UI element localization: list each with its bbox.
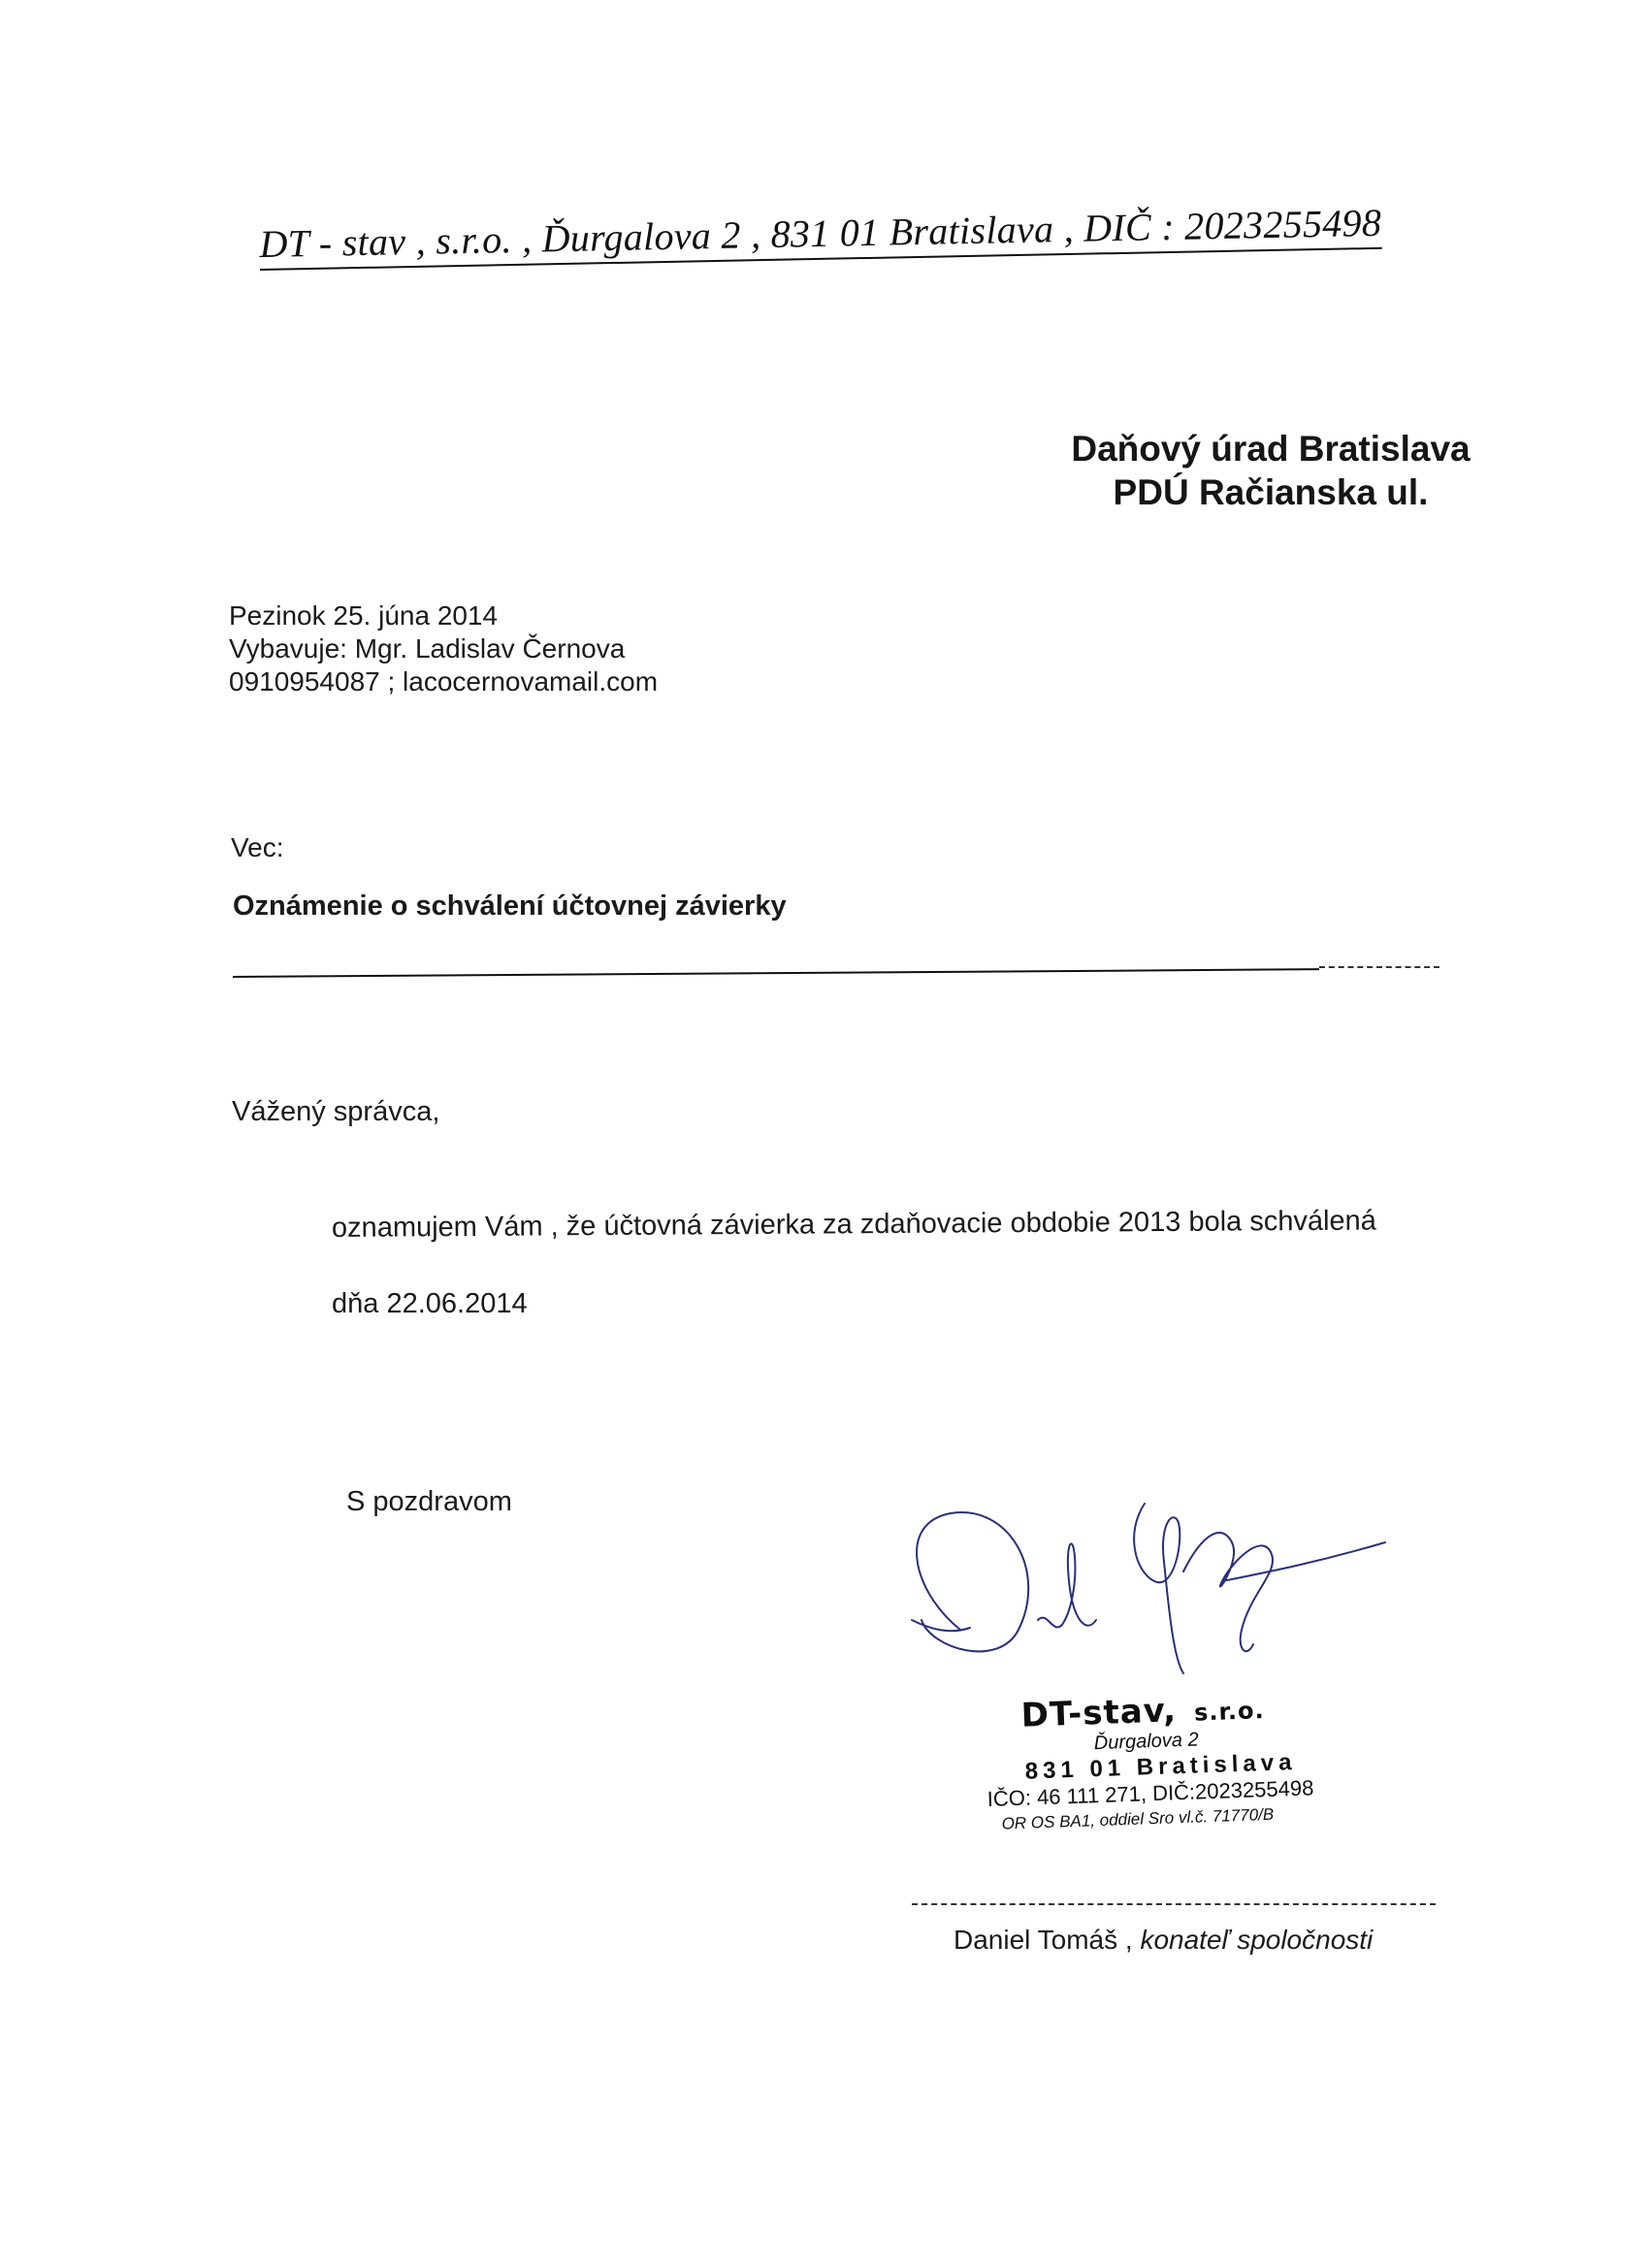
stamp-company-name: DT-stav, s.r.o. (1020, 1691, 1266, 1735)
salutation: Vážený správca, (232, 1096, 440, 1127)
signer: Daniel Tomáš , konateľ spoločnosti (954, 1925, 1374, 1955)
closing: S pozdravom (346, 1486, 512, 1517)
body-line-1: oznamujem Vám , že účtovná závierka za zdaňovacie obdobie 2013 bola schválená (331, 1205, 1376, 1244)
handler: Vybavuje: Mgr. Ladislav Černova (229, 633, 626, 664)
contact: 0910954087 ; lacocernovamail.com (229, 666, 659, 697)
body-line-2: dňa 22.06.2014 (332, 1288, 528, 1319)
stamp-street: Ďurgalova 2 (1093, 1729, 1199, 1755)
sender-block (229, 599, 658, 698)
letterhead: DT - stav , s.r.o. , Ďurgalova 2 , 831 01 Bratislava , DIČ : 2023255498 (259, 200, 1382, 271)
stamp-ids: IČO: 46 111 271, DIČ:2023255498 (986, 1775, 1314, 1812)
stamp-company-suffix: s.r.o. (1193, 1697, 1266, 1727)
signer-name: Daniel Tomáš (954, 1925, 1118, 1955)
place-date: Pezinok 25. júna 2014 (229, 600, 499, 631)
recipient-address (1009, 427, 1533, 514)
subject-divider-dashed (1319, 966, 1439, 968)
signer-role: konateľ spoločnosti (1140, 1925, 1374, 1955)
recipient-line-1: Daňový úrad Bratislava (1071, 429, 1471, 469)
signature-line (912, 1903, 1436, 1905)
subject-text: Oznámenie o schválení účtovnej závierky (233, 891, 787, 922)
stamp-city: 831 01 Bratislava (1024, 1748, 1297, 1785)
stamp-register: OR OS BA1, oddiel Sro vl.č. 71770/B (1001, 1804, 1275, 1833)
subject-divider (233, 968, 1319, 978)
subject-label: Vec: (231, 832, 284, 862)
handwritten-signature (892, 1465, 1397, 1727)
recipient-line-2: PDÚ Račianska ul. (1113, 472, 1429, 512)
